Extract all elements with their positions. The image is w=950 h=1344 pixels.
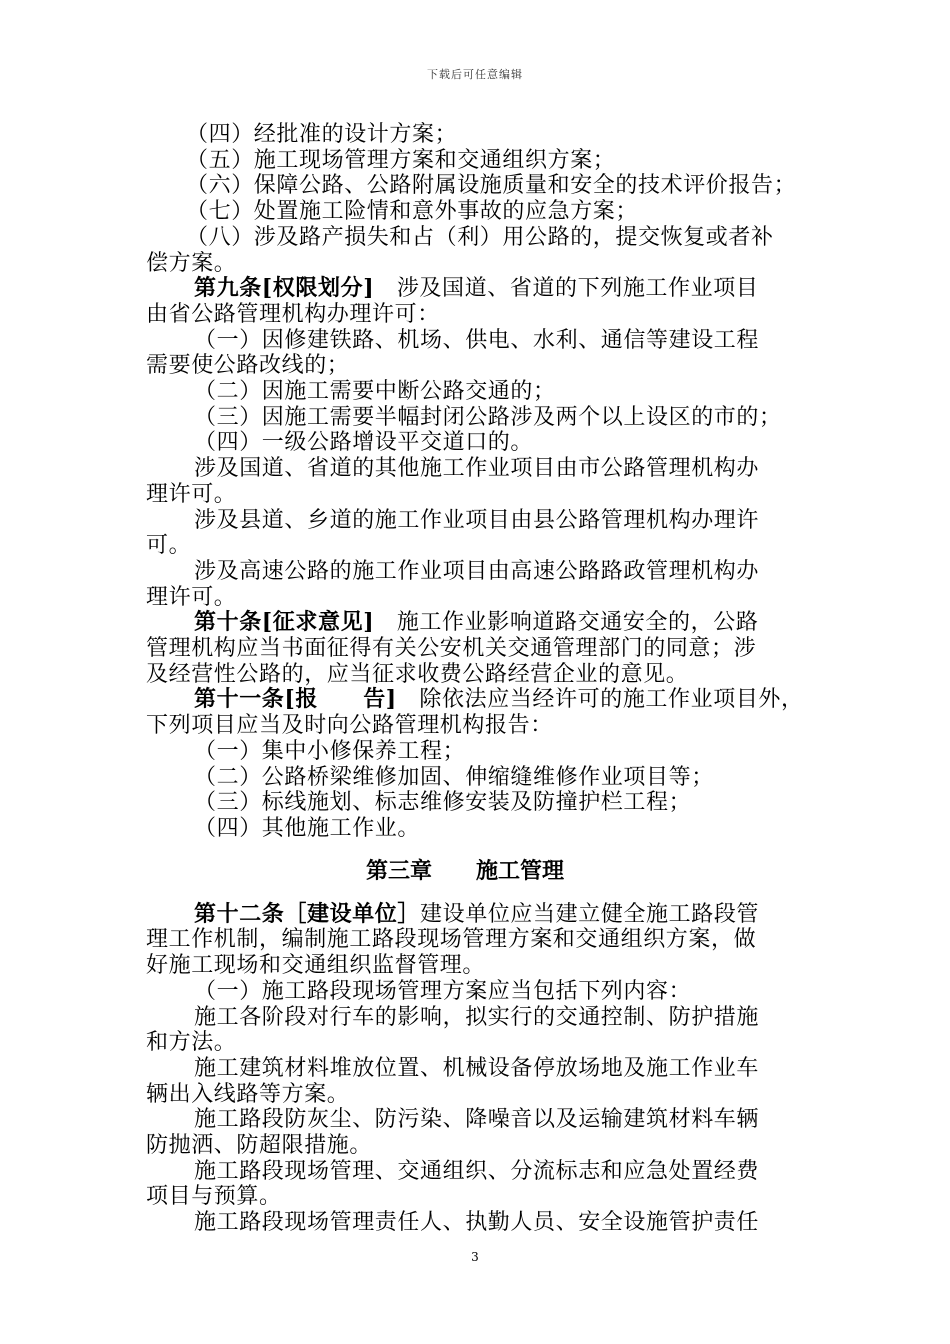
text-line	[146, 739, 814, 765]
article-heading: 第十二条［建设单位］	[194, 900, 421, 927]
line-text: 涉及国道、省道的其他施工作业项目由市公路管理机构办	[194, 456, 760, 482]
text-line	[146, 636, 814, 662]
line-text: （一）因修建铁路、机场、供电、水利、通信等建设工程	[194, 327, 760, 353]
text-line	[146, 199, 814, 225]
line-text: （二）公路桥梁维修加固、伸缩缝维修作业项目等；	[194, 764, 714, 790]
text-line	[146, 533, 814, 559]
line-text: 需要使公路改线的；	[146, 353, 350, 379]
text-line	[146, 122, 814, 148]
line-text: （六）保障公路、公路附属设施质量和安全的技术评价报告；	[186, 173, 797, 199]
line-text: 施工建筑材料堆放位置、机械设备停放场地及施工作业车	[194, 1055, 760, 1081]
text-line	[146, 1184, 814, 1210]
line-text: 施工路段现场管理、交通组织、分流标志和应急处置经费	[194, 1158, 760, 1184]
line-text: 项目与预算。	[146, 1184, 282, 1210]
line-text: 辆出入线路等方案。	[146, 1081, 350, 1107]
article-heading: 第十条[征求意见]	[194, 609, 375, 636]
line-text: 涉及高速公路的施工作业项目由高速公路路政管理机构办	[194, 558, 760, 584]
article-heading: 第十一条[报 告]	[194, 686, 397, 713]
text-line	[146, 1056, 814, 1082]
text-line	[146, 353, 814, 379]
line-text: 下列项目应当及时向公路管理机构报告：	[146, 713, 553, 739]
text-line	[146, 927, 814, 953]
text-line	[146, 276, 814, 302]
line-text: 和方法。	[146, 1030, 237, 1056]
text-line	[146, 456, 814, 482]
line-text: 防抛洒、防超限措施。	[146, 1133, 373, 1159]
line-text: （三）标线施划、标志维修安装及防撞护栏工程；	[194, 790, 692, 816]
line-text: 施工各阶段对行车的影响，拟实行的交通控制、防护措施	[194, 1004, 760, 1030]
text-line	[146, 1159, 814, 1185]
line-text: 好施工现场和交通组织监督管理。	[146, 953, 486, 979]
text-line	[146, 1030, 814, 1056]
line-text: 涉及县道、乡道的施工作业项目由县公路管理机构办理许	[194, 507, 760, 533]
line-text: 建设单位应当建立健全施工路段管	[420, 901, 760, 927]
section-construction-management	[146, 902, 814, 1236]
line-text: 可。	[146, 533, 192, 559]
line-text: 施工路段防灰尘、防污染、降噪音以及运输建筑材料车辆	[194, 1107, 760, 1133]
chapter-number: 第三章	[365, 858, 432, 884]
document-body	[146, 122, 814, 1236]
text-line	[146, 953, 814, 979]
text-line	[146, 816, 814, 842]
text-line	[146, 379, 814, 405]
line-text: （一）施工路段现场管理方案应当包括下列内容：	[194, 978, 692, 1004]
line-text: 由省公路管理机构办理许可：	[146, 301, 440, 327]
text-line	[146, 405, 814, 431]
text-line	[146, 508, 814, 534]
text-line	[146, 979, 814, 1005]
line-text: （二）因施工需要中断公路交通的；	[194, 379, 556, 405]
section-permission	[146, 122, 814, 842]
line-text: （八）涉及路产损失和占（利）用公路的，提交恢复或者补	[186, 224, 774, 250]
article-heading: 第九条[权限划分]	[194, 275, 375, 302]
text-line	[146, 559, 814, 585]
text-line	[146, 328, 814, 354]
line-text: 理许可。	[146, 481, 237, 507]
text-line	[146, 687, 814, 713]
text-line	[146, 1107, 814, 1133]
text-line	[146, 482, 814, 508]
line-text: （三）因施工需要半幅封闭公路涉及两个以上设区的市的；	[194, 404, 782, 430]
line-text: （四）一级公路增设平交道口的。	[194, 430, 534, 456]
text-line	[146, 585, 814, 611]
line-text: 理许可。	[146, 584, 237, 610]
text-line	[146, 148, 814, 174]
line-text: （五）施工现场管理方案和交通组织方案；	[186, 147, 616, 173]
text-line	[146, 302, 814, 328]
line-text: 施工路段现场管理责任人、执勤人员、安全设施管护责任	[194, 1210, 760, 1236]
text-line	[146, 1005, 814, 1031]
text-line	[146, 610, 814, 636]
text-line	[146, 1210, 814, 1236]
line-text: 涉及国道、省道的下列施工作业项目	[374, 276, 759, 302]
chapter-heading	[146, 858, 814, 886]
line-text: 施工作业影响道路交通安全的，公路	[374, 610, 759, 636]
text-line	[146, 790, 814, 816]
line-text: 除依法应当经许可的施工作业项目外，	[396, 687, 804, 713]
line-text: （一）集中小修保养工程；	[194, 738, 466, 764]
line-text: 及经营性公路的，应当征求收费公路经营企业的意见。	[146, 661, 689, 687]
text-line	[146, 713, 814, 739]
line-text: （七）处置施工险情和意外事故的应急方案；	[186, 199, 639, 225]
page-number: 3	[471, 1250, 479, 1264]
line-text: （四）经批准的设计方案；	[186, 122, 458, 147]
text-line	[146, 662, 814, 688]
line-text: 理工作机制，编制施工路段现场管理方案和交通组织方案，做	[146, 927, 757, 953]
text-line	[146, 765, 814, 791]
line-text: 偿方案。	[146, 250, 237, 276]
text-line	[146, 173, 814, 199]
text-line	[146, 1082, 814, 1108]
text-line	[146, 1133, 814, 1159]
line-text: （四）其他施工作业。	[194, 815, 421, 841]
line-text: 管理机构应当书面征得有关公安机关交通管理部门的同意；涉	[146, 636, 757, 662]
chapter-title: 施工管理	[476, 858, 565, 884]
page-header: 下载后可任意编辑	[427, 68, 523, 81]
text-line	[146, 251, 814, 277]
text-line	[146, 430, 814, 456]
text-line	[146, 225, 814, 251]
text-line	[146, 902, 814, 928]
